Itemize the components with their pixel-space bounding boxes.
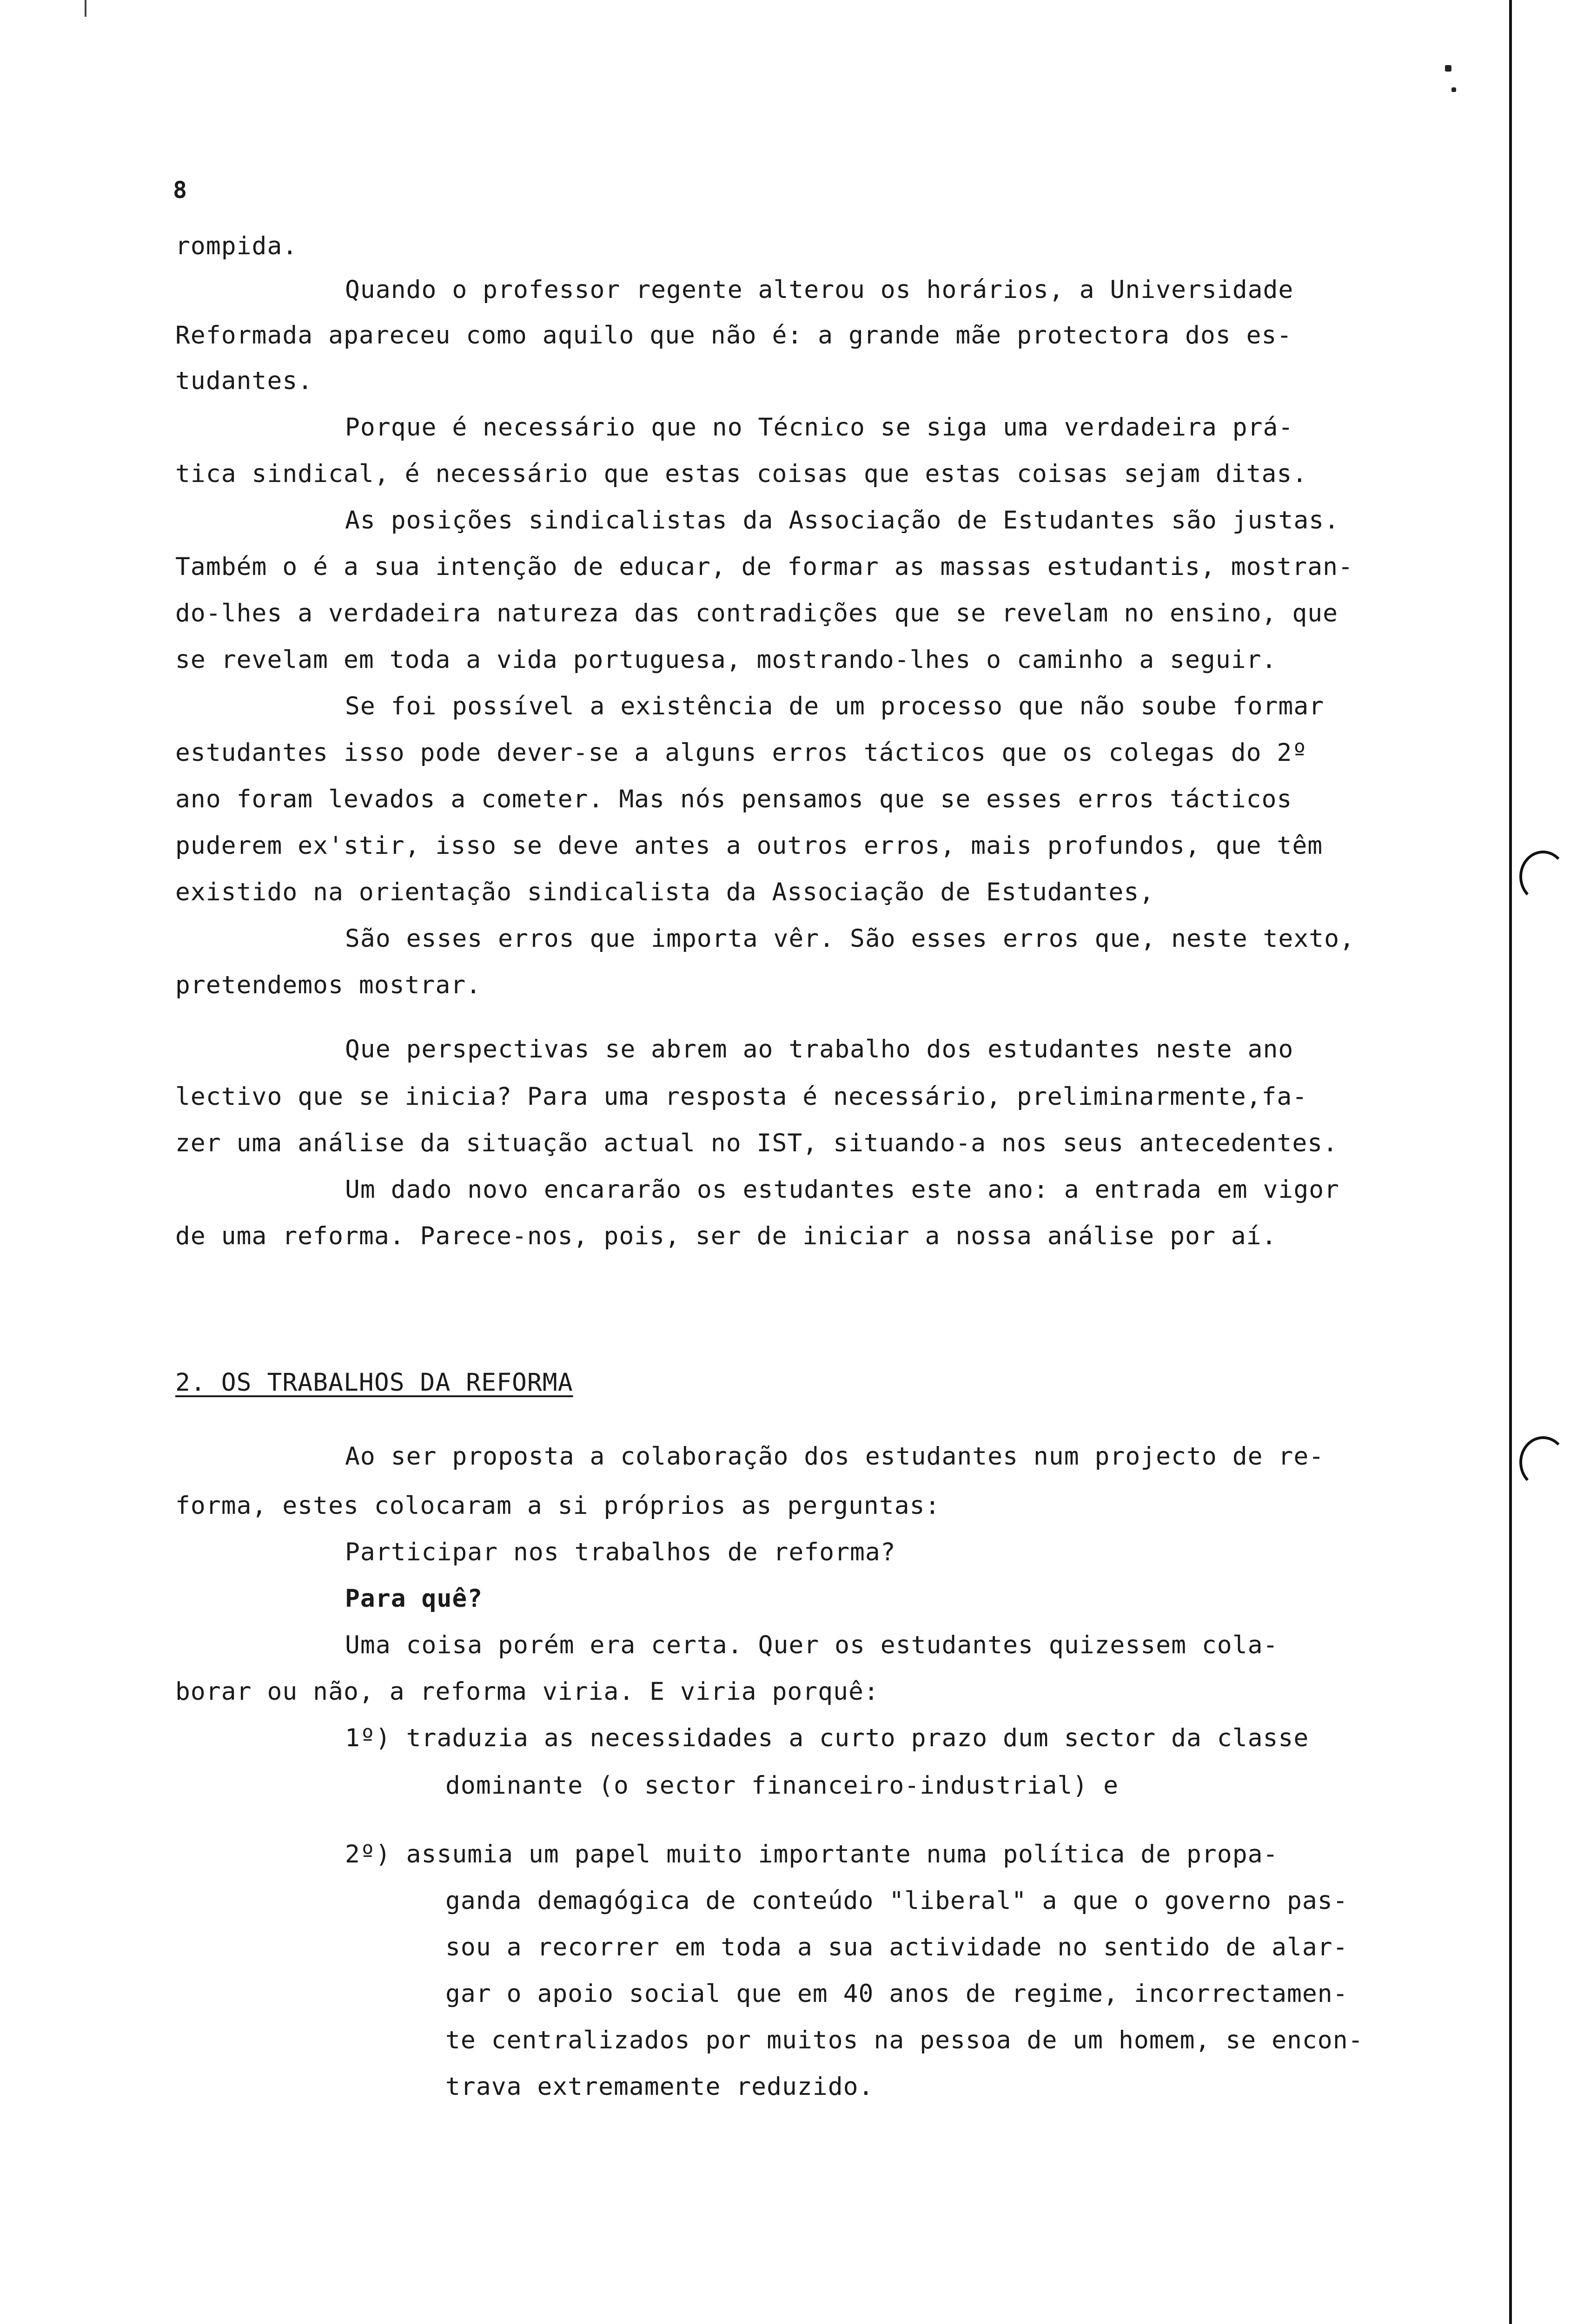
- text-line: ano foram levados a cometer. Mas nós pensamos que se esses erros tácticos: [175, 785, 1292, 813]
- text-line: gar o apoio social que em 40 anos de regime, incorrectamen-: [445, 1980, 1348, 2008]
- text-line: zer uma análise da situação actual no IST, situando-a nos seus antecedentes.: [175, 1129, 1338, 1157]
- text-line: Que perspectivas se abrem ao trabalho dos estudantes neste ano: [345, 1035, 1294, 1063]
- text-line: lectivo que se inicia? Para uma resposta é necessário, preliminarmente,fa-: [175, 1083, 1308, 1111]
- text-line: trava extremamente reduzido.: [445, 2073, 874, 2101]
- margin-mark: [1445, 65, 1451, 72]
- text-line: se revelam em toda a vida portuguesa, mostrando-lhes o caminho a seguir.: [175, 646, 1277, 674]
- text-line: Ao ser proposta a colaboração dos estudantes num projecto de re-: [345, 1442, 1325, 1471]
- text-line: Uma coisa porém era certa. Quer os estudantes quizessem cola-: [345, 1631, 1279, 1659]
- text-line: 2º) assumia um papel muito importante numa política de propa-: [345, 1840, 1279, 1868]
- text-line: existido na orientação sindicalista da Associação de Estudantes,: [175, 878, 1155, 906]
- text-line: de uma reforma. Parece-nos, pois, ser de iniciar a nossa análise por aí.: [175, 1222, 1277, 1250]
- text-line: 1º) traduzia as necessidades a curto prazo dum sector da classe: [345, 1724, 1309, 1752]
- text-line: Participar nos trabalhos de reforma?: [345, 1538, 896, 1566]
- text-line: estudantes isso pode dever-se a alguns erros tácticos que os colegas do 2º: [175, 739, 1308, 767]
- right-edge-line: [1509, 0, 1512, 2324]
- text-line: borar ou não, a reforma viria. E viria porquê:: [175, 1677, 879, 1706]
- text-line: pretendemos mostrar.: [175, 971, 482, 999]
- margin-mark: [1451, 87, 1456, 92]
- text-line: Porque é necessário que no Técnico se siga uma verdadeira prá-: [345, 413, 1294, 442]
- text-line: tica sindical, é necessário que estas coisas que estas coisas sejam ditas.: [175, 460, 1308, 488]
- text-line: Se foi possível a existência de um processo que não soube formar: [345, 692, 1325, 720]
- page-number: 8: [173, 177, 187, 204]
- text-line: tudantes.: [175, 367, 313, 395]
- punch-hole-mark: [1519, 1436, 1567, 1488]
- text-line: puderem ex'stir, isso se deve antes a outros erros, mais profundos, que têm: [175, 832, 1323, 860]
- text-line: As posições sindicalistas da Associação de Estudantes são justas.: [345, 506, 1340, 535]
- text-line: Reformada apareceu como aquilo que não é: a grande mãe protectora dos es-: [175, 321, 1292, 350]
- text-line: sou a recorrer em toda a sua actividade no sentido de alar-: [445, 1933, 1348, 1961]
- text-line: Também o é a sua intenção de educar, de formar as massas estudantis, mostran-: [175, 553, 1353, 581]
- text-line: dominante (o sector financeiro-industrial) e: [445, 1771, 1119, 1800]
- margin-mark: [85, 0, 86, 17]
- text-line: do-lhes a verdadeira natureza das contradições que se revelam no ensino, que: [175, 599, 1338, 627]
- text-line: forma, estes colocaram a si próprios as perguntas:: [175, 1492, 941, 1520]
- section-heading: 2. OS TRABALHOS DA REFORMA: [175, 1368, 573, 1397]
- punch-hole-mark: [1519, 851, 1567, 903]
- text-line: Quando o professor regente alterou os horários, a Universidade: [345, 276, 1294, 304]
- text-line: Um dado novo encararão os estudantes este ano: a entrada em vigor: [345, 1175, 1340, 1204]
- text-line: ganda demagógica de conteúdo "liberal" a que o governo pas-: [445, 1887, 1348, 1915]
- text-line: rompida.: [175, 232, 298, 260]
- text-line: Para quê?: [345, 1585, 483, 1613]
- text-line: te centralizados por muitos na pessoa de um homem, se encon-: [445, 2026, 1364, 2054]
- text-line: São esses erros que importa vêr. São esses erros que, neste texto,: [345, 924, 1355, 953]
